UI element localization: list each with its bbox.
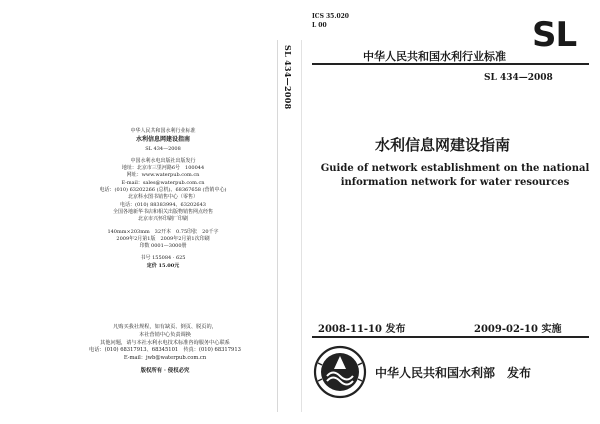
imprint-edition: 2009年2月第1版 2009年2月第1次印刷 <box>116 235 210 242</box>
spine-divider <box>277 40 278 412</box>
imprint-book-number: 书号 155084 · 625 <box>140 255 186 262</box>
ics-code: ICS 35.020 <box>312 13 349 20</box>
imprint-price: 定价 15.00元 <box>146 262 180 269</box>
imprint-publisher: 中国水利水电出版社出版发行 <box>130 157 196 164</box>
imprint-website: 网址：www.waterpub.com.cn <box>126 172 200 179</box>
ccs-code: L 00 <box>312 22 327 29</box>
imprint-header: 中华人民共和国水利行业标准 <box>130 128 196 134</box>
imprint-phone-main: 电话：(010) 63202266 (总机)、68367658 (营销中心) <box>99 187 227 194</box>
title-english-line-2: information network for water resources <box>340 177 570 188</box>
imprint-format: 140mm×203mm 32开本 0.75印张 20千字 <box>107 228 219 235</box>
spine-code: SL 434—2008 <box>283 45 293 110</box>
cover-page <box>300 0 600 424</box>
issuing-authority: 中华人民共和国水利部 发布 <box>375 366 532 380</box>
title-english-line-1: Guide of network establishment on the national <box>320 163 590 174</box>
classification-codes <box>312 12 349 30</box>
imprint-standard-title: 水利信息网建设指南 <box>135 136 190 144</box>
notice-line-5: E-mail：jwb@waterpub.com.cn <box>123 355 207 362</box>
imprint-email: E-mail：sales@waterpub.com.cn <box>121 179 205 186</box>
standard-code: SL 434—2008 <box>484 73 553 83</box>
implementation-date: 2009-02-10 实施 <box>474 324 562 335</box>
imprint-printer: 北京市兴怀印刷厂印刷 <box>137 216 188 223</box>
notice-line-2: 本社营销中心负责调换 <box>139 331 191 338</box>
imprint-print-run: 印数 0001—3000册 <box>139 243 187 250</box>
issue-date: 2008-11-10 发布 <box>318 324 406 335</box>
sl-logo: SL <box>532 15 577 55</box>
ministry-emblem-icon <box>313 345 367 399</box>
notice-block <box>55 324 275 376</box>
imprint-standard-code: SL 434—2008 <box>145 145 181 152</box>
copyright-notice: 版权所有 · 侵权必究 <box>140 367 190 374</box>
notice-line-4: 电话：(010) 68317913、68345101 传真：(010) 68317913 <box>89 347 241 354</box>
title-chinese: 水利信息网建设指南 <box>375 136 511 154</box>
top-rule <box>312 63 589 65</box>
title-english <box>320 162 590 190</box>
imprint-address: 地址：北京市三里河路6号 100044 <box>121 165 205 172</box>
notice-line-3: 其他问题，请与本社水利水电技术标准咨询服务中心联系 <box>100 339 230 346</box>
notice-line-1: 凡购买我社规程，如有缺页、倒页、脱页的， <box>113 324 217 330</box>
imprint-block <box>88 128 238 270</box>
imprint-phone-distributor: 电话：(010) 88383994、63202643 <box>120 201 206 208</box>
imprint-sellers: 全国各地新华书店和相关出版物销售网点经售 <box>112 208 213 215</box>
imprint-distributor: 北京科水图书销售中心（零售） <box>127 194 198 201</box>
bottom-rule <box>312 336 589 338</box>
industry-standard-heading: 中华人民共和国水利行业标准 <box>363 50 506 63</box>
